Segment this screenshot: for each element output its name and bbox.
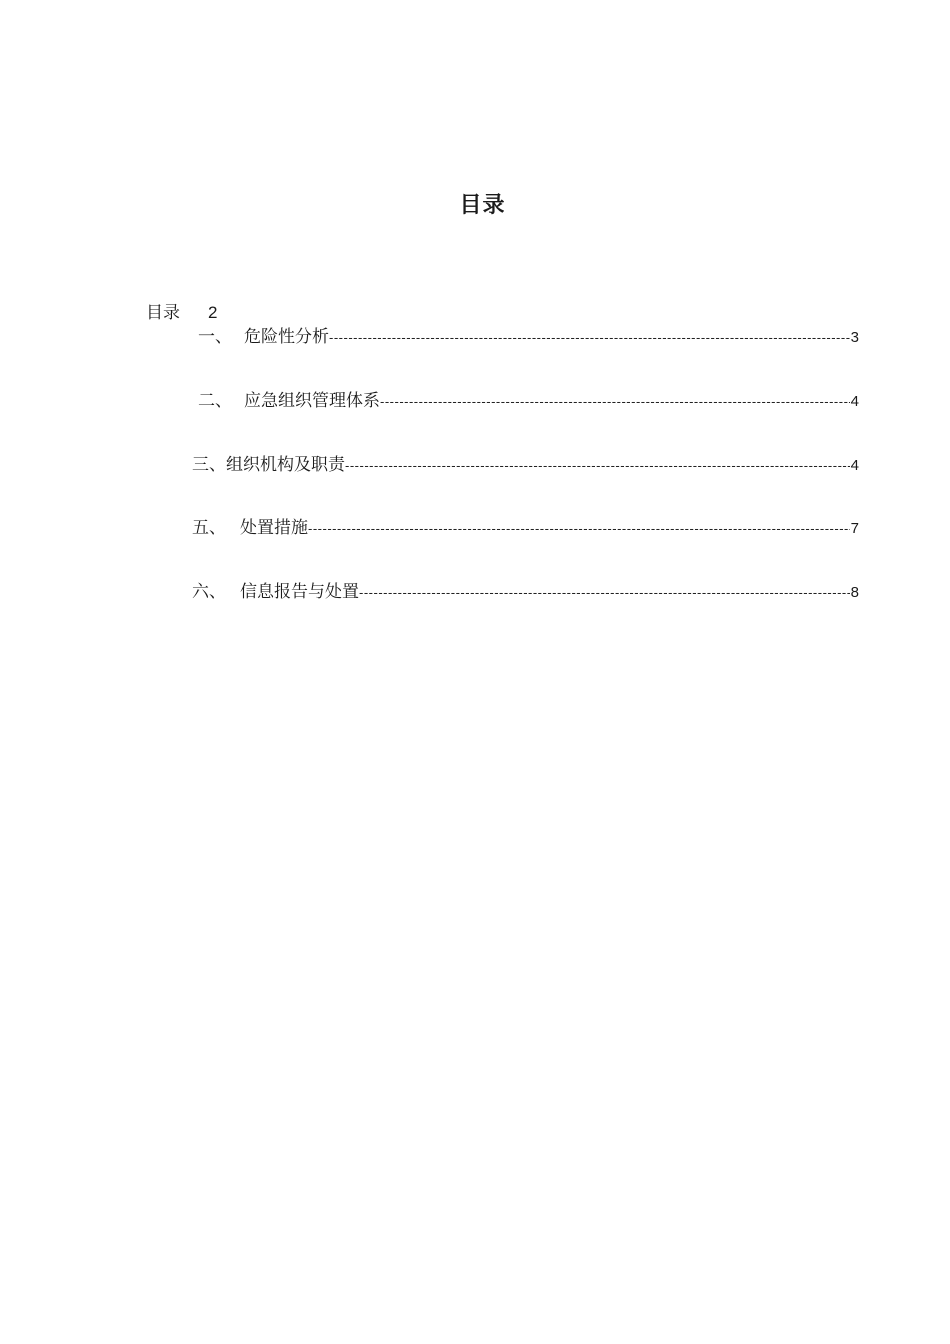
toc-entry-prefix: 二、	[198, 391, 232, 411]
toc-entry-title: 应急组织管理体系	[244, 391, 380, 411]
dot-leader	[380, 394, 850, 409]
dot-leader	[329, 330, 850, 345]
toc-header-page: 2	[208, 303, 218, 322]
dot-leader	[345, 458, 850, 473]
toc-entry-title: 组织机构及职责	[226, 455, 345, 475]
toc-entry-page: 4	[850, 393, 859, 410]
dot-leader	[308, 521, 850, 536]
toc-entry-page: 4	[850, 457, 859, 474]
toc-entry[interactable]	[192, 577, 859, 602]
toc-entry-prefix: 三、	[192, 455, 226, 475]
toc-entry-page: 7	[850, 520, 859, 537]
toc-entry-prefix: 五、	[192, 518, 226, 538]
toc-entry-prefix: 六、	[192, 582, 226, 602]
toc-header-label: 目录	[146, 303, 180, 323]
toc-entry[interactable]	[192, 513, 859, 538]
dot-leader	[359, 585, 850, 600]
page-title: 目录	[459, 193, 506, 218]
toc-entry-page: 3	[850, 329, 859, 346]
toc-entry-title: 信息报告与处置	[240, 582, 359, 602]
toc-entry[interactable]	[192, 450, 859, 475]
toc-entry[interactable]	[198, 386, 859, 411]
toc-entry[interactable]	[198, 322, 859, 347]
toc-entry-title: 危险性分析	[244, 327, 329, 347]
toc-entry-page: 8	[850, 584, 859, 601]
toc-header	[146, 298, 217, 323]
toc-entry-prefix: 一、	[198, 327, 232, 347]
toc-entry-title: 处置措施	[240, 518, 308, 538]
